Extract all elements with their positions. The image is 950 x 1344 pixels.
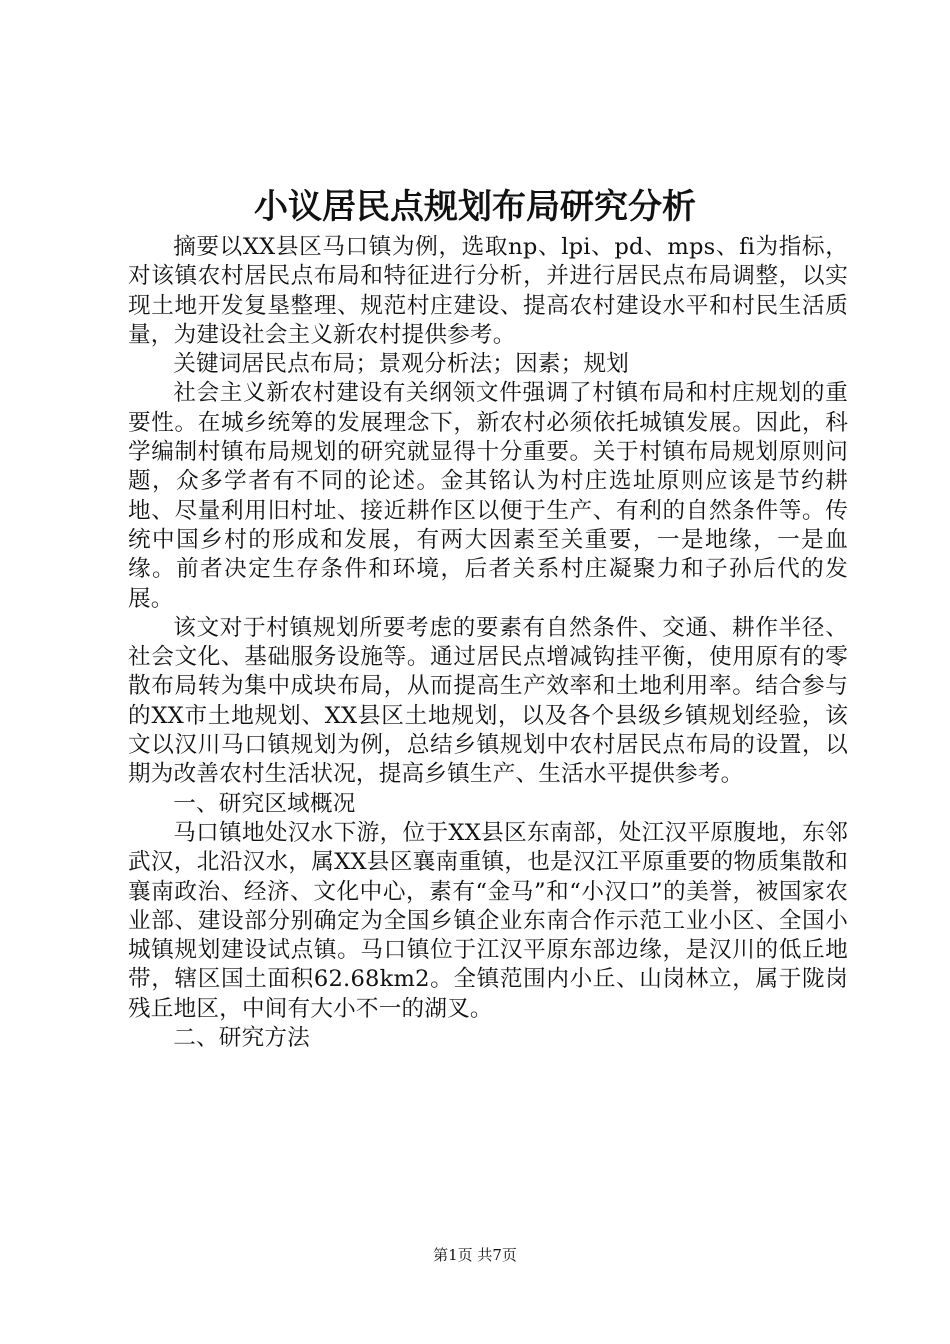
body-paragraph: 社会主义新农村建设有关纲领文件强调了村镇布局和村庄规划的重要性。在城乡统筹的发展理念下，新农村必须依托城镇发展。因此，科学编制村镇布局规划的研究就显得十分重要。关于村镇布局规划原则问题，众多学者有不同的论述。金其铭认为村庄选址原则应该是节约耕地、尽量利用旧村址、接近耕作区以便于生产、有利的自然条件等。传统中国乡村的形成和发展，有两大因素至关重要，一是地缘，一是血缘。前者决定生存条件和环境，后者关系村庄凝聚力和子孙后代的发展。 (128, 380, 848, 612)
keywords-paragraph: 关键词居民点布局；景观分析法；因素；规划 (173, 351, 630, 378)
document-title: 小议居民点规划布局研究分析 (254, 187, 696, 227)
abstract-paragraph: 摘要以XX县区马口镇为例，选取np、lpi、pd、mps、fi为指标，对该镇农村居民点布局和特征进行分析，并进行居民点布局调整，以实现土地开发复垦整理、规范村庄建设、提高农村建设水平和村民生活质量，为建设社会主义新农村提供参考。 (128, 234, 848, 348)
page-number-footer: 第1页 共7页 (433, 1246, 517, 1264)
section-heading: 二、研究方法 (173, 1025, 310, 1052)
section-heading: 一、研究区域概况 (173, 790, 356, 817)
body-paragraph: 该文对于村镇规划所要考虑的要素有自然条件、交通、耕作半径、社会文化、基础服务设施等。通过居民点增减钩挂平衡，使用原有的零散布局转为集中成块布局，从而提高生产效率和土地利用率。结合参与的XX市土地规划、XX县区土地规划，以及各个县级乡镇规划经验，该文以汉川马口镇规划为例，总结乡镇规划中农村居民点布局的设置，以期为改善农村生活状况，提高乡镇生产、生活水平提供参考。 (128, 614, 848, 788)
body-paragraph: 马口镇地处汉水下游，位于XX县区东南部，处江汉平原腹地，东邻武汉，北沿汉水，属XX县区襄南重镇，也是汉江平原重要的物质集散和襄南政治、经济、文化中心，素有“金马”和“小汉口”的美誉，被国家农业部、建设部分别确定为全国乡镇企业东南合作示范工业小区、全国小城镇规划建设试点镇。马口镇位于江汉平原东部边缘，是汉川的低丘地带，辖区国土面积62.68km2。全镇范围内小丘、山岗林立，属于陇岗残丘地区，中间有大小不一的湖叉。 (128, 819, 848, 1022)
document-body (128, 233, 848, 1053)
